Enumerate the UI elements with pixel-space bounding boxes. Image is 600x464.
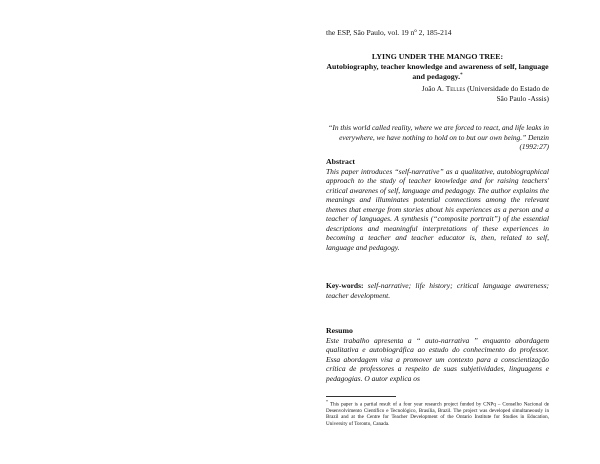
keywords-label: Key-words: (326, 281, 364, 290)
footnote-divider (326, 396, 396, 397)
author-affiliation-1: (Universidade do Estado de (465, 84, 549, 93)
title-subtitle (326, 62, 549, 82)
keywords-text: self-narrative; life history; critical language awareness; teacher development. (326, 281, 549, 300)
title-subtitle-text: Autobiography, teacher knowledge and awareness of self, language and pedagogy. (326, 61, 549, 82)
abstract-text: This paper introduces “self-narrative” as a qualitative, autobiographical approach to the study of teacher knowledge and for raising teachers' critical awarenes of self, language and pedagogy. The author explains the meanings and illuminates potential connections among the relevant themes that emerge from stories about his experiences as a person and a teacher of languages. A synthesis (“composite portrait”) of the essential descriptions and meaningful interpretations of these experiences in becoming a teacher and teacher educator is, then, related to self, language and pedagogy. (326, 167, 549, 252)
footnote (326, 399, 549, 427)
running-header: the ESP, São Paulo, vol. 19 nº 2, 185-214 (326, 28, 452, 37)
keywords (326, 281, 549, 300)
author-line-1 (326, 84, 549, 94)
resumo-text: Este trabalho apresenta a “ auto-narrativa ” enquanto abordagem qualitativa e autobiográfica ao estudo do conhecimento do professor. Essa abordagem visa a promover um contexto para a conscientização crítica de professores a respeito de suas subjetividades, linguagens e pedagogias. O autor explica os (326, 336, 549, 383)
abstract-heading: Abstract (326, 157, 356, 166)
author-affiliation-2: São Paulo -Assis) (496, 93, 549, 103)
footnote-text: This paper is a partial result of a four year research project funded by CNPq – Conselho Nacional de Desenvolvimento Científico e Tecnológico, Brasília, Brazil. The project was developed simultaneously in Brazil and at the Centre for Teacher Development of the Ontario Institute for Studies in Education, University of Toronto, Canada. (326, 401, 549, 427)
title-footnote-mark: * (460, 73, 463, 79)
resumo-heading: Resumo (326, 326, 353, 335)
author-first-name: João A. (421, 84, 446, 93)
author-block (326, 84, 549, 103)
author-surname: Telles (445, 84, 466, 93)
epigraph: “In this world called reality, where we are forced to react, and life leaks in everywhere, we have nothing to hold on to but our own being.” Denzin (1992:27) (328, 123, 549, 152)
footnote-mark: * (326, 399, 328, 404)
article-title (326, 52, 549, 82)
title-main: LYING UNDER THE MANGO TREE: (371, 52, 504, 61)
